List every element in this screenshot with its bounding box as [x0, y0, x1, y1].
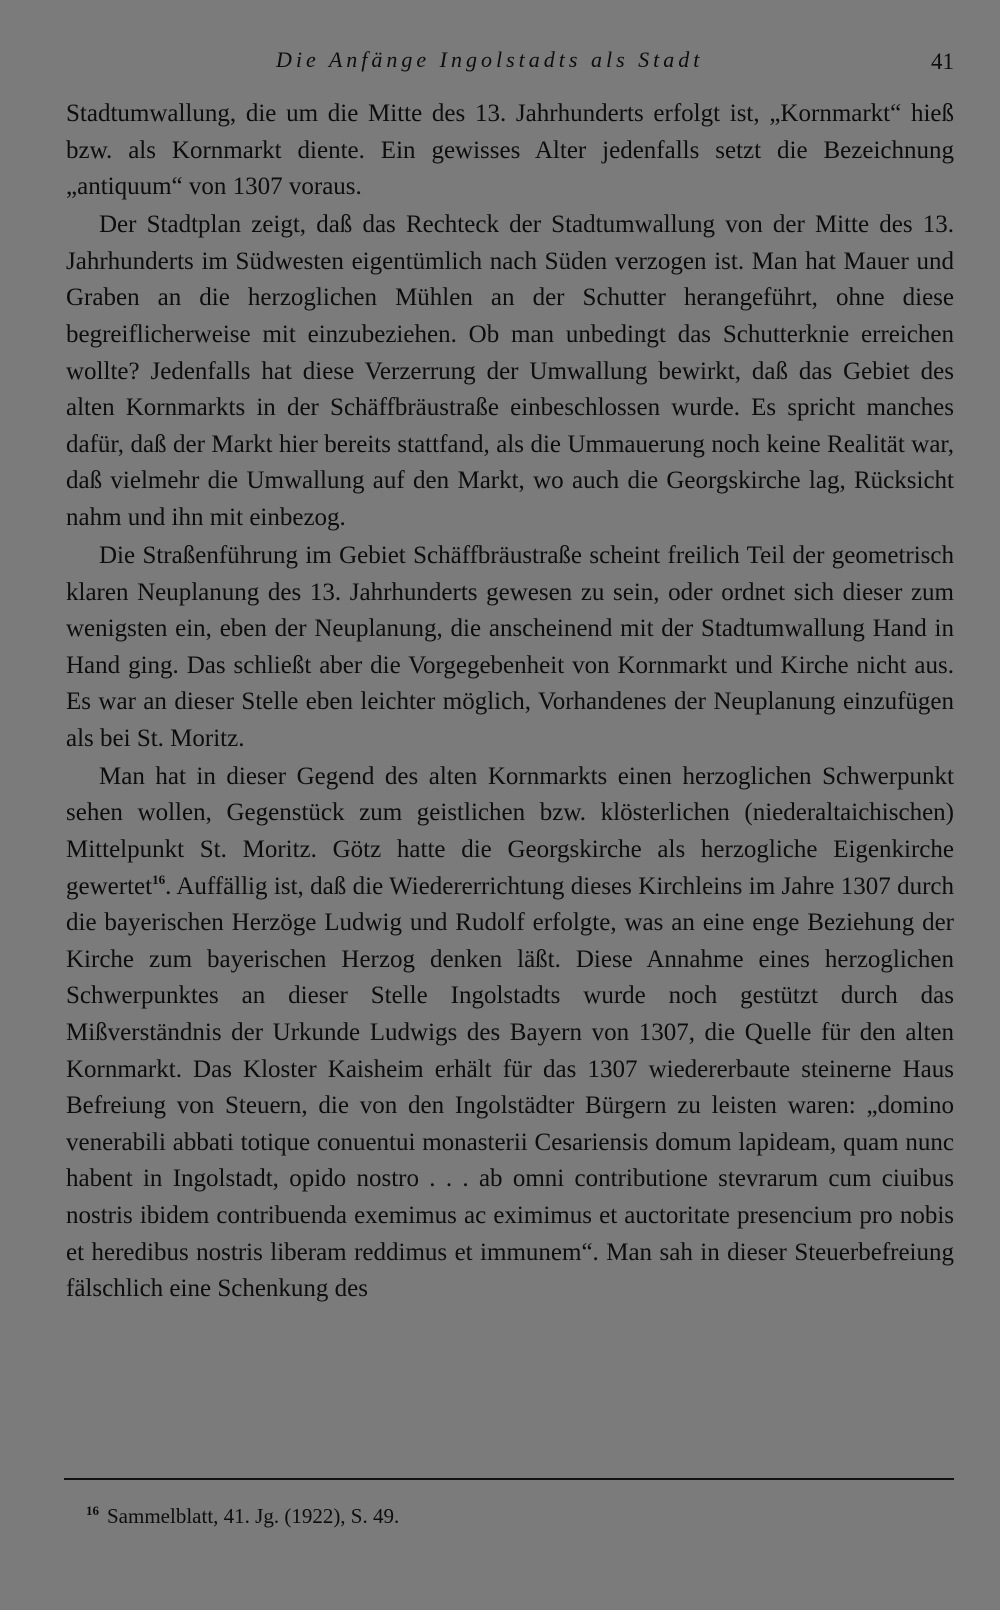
footnote-text: Sammelblatt, 41. Jg. (1922), S. 49.: [107, 1504, 400, 1528]
footnote-divider: [64, 1478, 954, 1480]
paragraph-stadtplan: Der Stadtplan zeigt, daß das Rechteck der Stadtumwallung von der Mitte des 13. Jahrhunderts im Südwesten eigentümlich nach Süden verzogen ist. Man hat Mauer und Graben an die herzoglichen Mühlen an der Schutter herangeführt, ohne diese begreiflicherweise mit einzubeziehen. Ob man unbedingt das Schutterknie erreichen wollte? Jedenfalls hat diese Verzerrung der Umwallung bewirkt, daß das Gebiet des alten Kornmarkts in der Schäffbräustraße einbeschlossen wurde. Es spricht manches dafür, daß der Markt hier bereits stattfand, als die Ummauerung noch keine Realität war, daß vielmehr die Umwallung auf den Markt, wo auch die Georgskirche lag, Rücksicht nahm und ihn mit einbezog.: [66, 211, 954, 531]
paragraph-strassenfuehrung: Die Straßenführung im Gebiet Schäffbräustraße scheint freilich Teil der geometrisch klaren Neuplanung des 13. Jahrhunderts gewesen zu sein, oder ordnet sich dieser zum wenigsten ein, eben der Neuplanung, die anscheinend mit der Stadtumwallung Hand in Hand ging. Das schließt aber die Vorgegebenheit von Kornmarkt und Kirche nicht aus. Es war an dieser Stelle eben leichter möglich, Vorhandenes der Neuplanung einzufügen als bei St. Moritz.: [66, 541, 954, 752]
running-title: Die Anfänge Ingolstadts als Stadt: [276, 47, 704, 72]
running-head: [66, 42, 954, 78]
paragraph-continuation: Stadtumwallung, die um die Mitte des 13. Jahrhunderts erfolgt ist, „Kornmarkt“ hieß bzw. als Kornmarkt diente. Ein gewisses Alter jedenfalls setzt die Bezeichnung „antiquum“ von 1307 voraus.: [66, 100, 954, 201]
page-number: 41: [931, 49, 954, 74]
footnote: [86, 1496, 399, 1531]
footnote-marker: 16: [86, 1503, 99, 1518]
body-text: [66, 96, 954, 1309]
paragraph-text-before-footnote: Man hat in dieser Gegend des alten Kornmarkts einen herzoglichen Schwerpunkt sehen wollen, Gegenstück zum geistlichen bzw. klösterlichen (niederaltaichischen) Mittelpunkt St. Moritz. Götz hatte die Georgskirche als herzogliche Eigenkirche gewertet: [66, 762, 954, 900]
footnote-reference: 16: [152, 871, 166, 887]
paragraph-text-after-footnote: . Auffällig ist, daß die Wiedererrichtung dieses Kirchleins im Jahre 1307 durch die bayerischen Herzöge Ludwig und Rudolf erfolgte, was an eine enge Beziehung der Kirche zum bayerischen Herzog denken läßt. Diese Annahme eines herzoglichen Schwerpunktes an dieser Stelle Ingolstadts wurde noch gestützt durch das Mißverständnis der Urkunde Ludwigs des Bayern von 1307, die Quelle für den alten Kornmarkt. Das Kloster Kaisheim erhält für das 1307 wiedererbaute steinerne Haus Befreiung von Steuern, die von den Ingolstädter Bürgern zu leisten waren: „domino venerabili abbati totique conuentui monasterii Cesariensis domum lapideam, quam nunc habent in Ingolstadt, opido nostro . . . ab omni contributione stevrarum cum ciuibus nostris ibidem contribuenda exemimus ac eximimus et auctoritate presencium pro nobis et heredibus nostris liberam reddimus et immunem“. Man sah in dieser Steuerbefreiung fälschlich eine Schenkung des: [66, 872, 954, 1303]
paragraph-schwerpunkt: [66, 759, 954, 1308]
